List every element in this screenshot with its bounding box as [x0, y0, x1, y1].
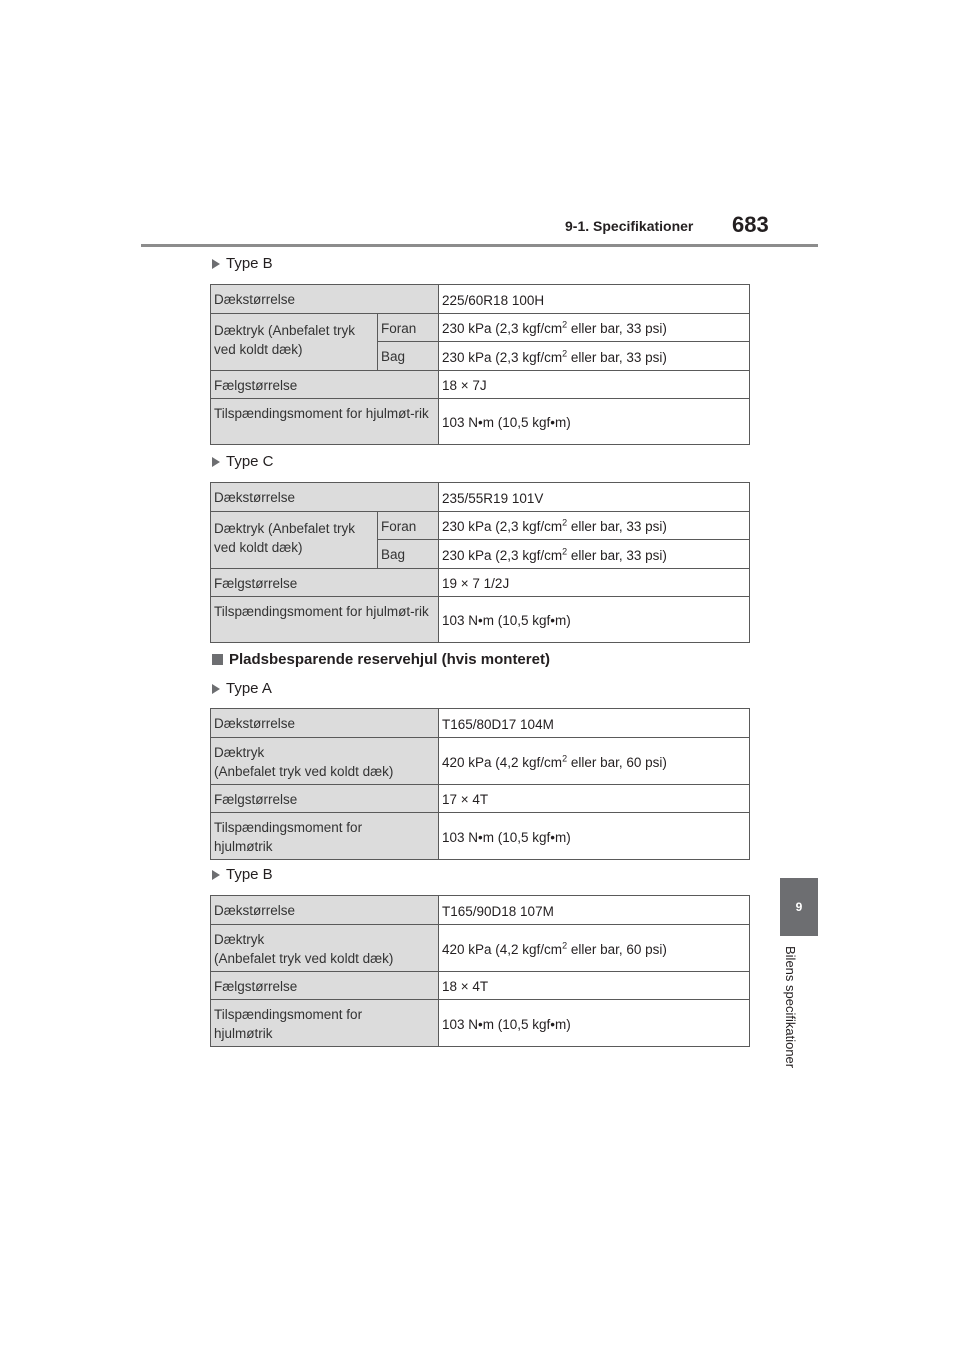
table-label: Tilspændingsmoment for hjulmøtrik — [211, 1000, 439, 1047]
table-label: Tilspændingsmoment for hjulmøt-rik — [211, 399, 439, 445]
table-label: Fælgstørrelse — [211, 569, 439, 597]
chapter-label: Bilens specifikationer — [783, 946, 798, 1069]
table-label: Dækstørrelse — [211, 483, 439, 512]
spec-table-type-b — [210, 284, 750, 445]
square-bullet-icon — [212, 654, 223, 665]
section-title: 9-1. Specifikationer — [565, 218, 694, 234]
table-label: Foran — [378, 512, 439, 540]
triangle-bullet-icon — [212, 457, 220, 467]
table-label: Foran — [378, 314, 439, 342]
table-value: T165/80D17 104M — [439, 709, 750, 738]
triangle-bullet-icon — [212, 684, 220, 694]
table-value: 420 kPa (4,2 kgf/$cm^2$ eller bar, 60 psi) — [439, 738, 750, 785]
table-label: Dækstørrelse — [211, 285, 439, 314]
table-label: Fælgstørrelse — [211, 972, 439, 1000]
table-value: 103 N•m (10,5 kgf•m) — [439, 399, 750, 445]
table-value: 230 kPa (2,3 kgf/$cm^2$ eller bar, 33 psi) — [439, 512, 750, 540]
table-label: Dækstørrelse — [211, 896, 439, 925]
table-label: Dæktryk (Anbefalet tryk ved koldt dæk) — [211, 738, 439, 785]
table-value: 103 N•m (10,5 kgf•m) — [439, 597, 750, 643]
table-value: 18 × 7J — [439, 371, 750, 399]
table-value: 225/60R18 100H — [439, 285, 750, 314]
subsection-label — [212, 866, 273, 883]
triangle-bullet-icon — [212, 870, 220, 880]
chapter-tab — [780, 878, 818, 936]
table-value: 235/55R19 101V — [439, 483, 750, 512]
table-value: 103 N•m (10,5 kgf•m) — [439, 1000, 750, 1047]
spec-table-type-c — [210, 482, 750, 643]
table-label: Tilspændingsmoment for hjulmøtrik — [211, 813, 439, 860]
table-label: Bag — [378, 540, 439, 569]
spec-table-spare-type-b — [210, 895, 750, 1047]
table-label: Tilspændingsmoment for hjulmøt-rik — [211, 597, 439, 643]
table-value: 230 kPa (2,3 kgf/$cm^2$ eller bar, 33 psi) — [439, 314, 750, 342]
table-label: Dæktryk (Anbefalet tryk ved koldt dæk) — [211, 314, 378, 371]
table-value: 103 N•m (10,5 kgf•m) — [439, 813, 750, 860]
spec-table-spare-type-a — [210, 708, 750, 860]
table-value: 230 kPa (2,3 kgf/$cm^2$ eller bar, 33 psi) — [439, 540, 750, 569]
table-value: 18 × 4T — [439, 972, 750, 1000]
subsection-label — [212, 255, 273, 272]
table-label: Dæktryk (Anbefalet tryk ved koldt dæk) — [211, 925, 439, 972]
table-value: 420 kPa (4,2 kgf/$cm^2$ eller bar, 60 psi) — [439, 925, 750, 972]
heading-text: Pladsbesparende reservehjul (hvis monteret) — [229, 651, 550, 668]
table-label: Fælgstørrelse — [211, 371, 439, 399]
subsection-text: Type B — [226, 866, 273, 883]
table-label: Bag — [378, 342, 439, 371]
section-heading — [212, 651, 550, 668]
table-value: T165/90D18 107M — [439, 896, 750, 925]
table-label: Dæktryk (Anbefalet tryk ved koldt dæk) — [211, 512, 378, 569]
subsection-label — [212, 680, 272, 697]
header-divider — [141, 244, 818, 247]
table-label: Dækstørrelse — [211, 709, 439, 738]
table-value: 17 × 4T — [439, 785, 750, 813]
table-label: Fælgstørrelse — [211, 785, 439, 813]
subsection-text: Type C — [226, 453, 274, 470]
table-value: 230 kPa (2,3 kgf/$cm^2$ eller bar, 33 psi) — [439, 342, 750, 371]
page-number: 683 — [732, 212, 769, 237]
table-value: 19 × 7 1/2J — [439, 569, 750, 597]
subsection-label — [212, 453, 274, 470]
triangle-bullet-icon — [212, 259, 220, 269]
subsection-text: Type A — [226, 680, 272, 697]
chapter-number: 9 — [795, 900, 803, 914]
subsection-text: Type B — [226, 255, 273, 272]
